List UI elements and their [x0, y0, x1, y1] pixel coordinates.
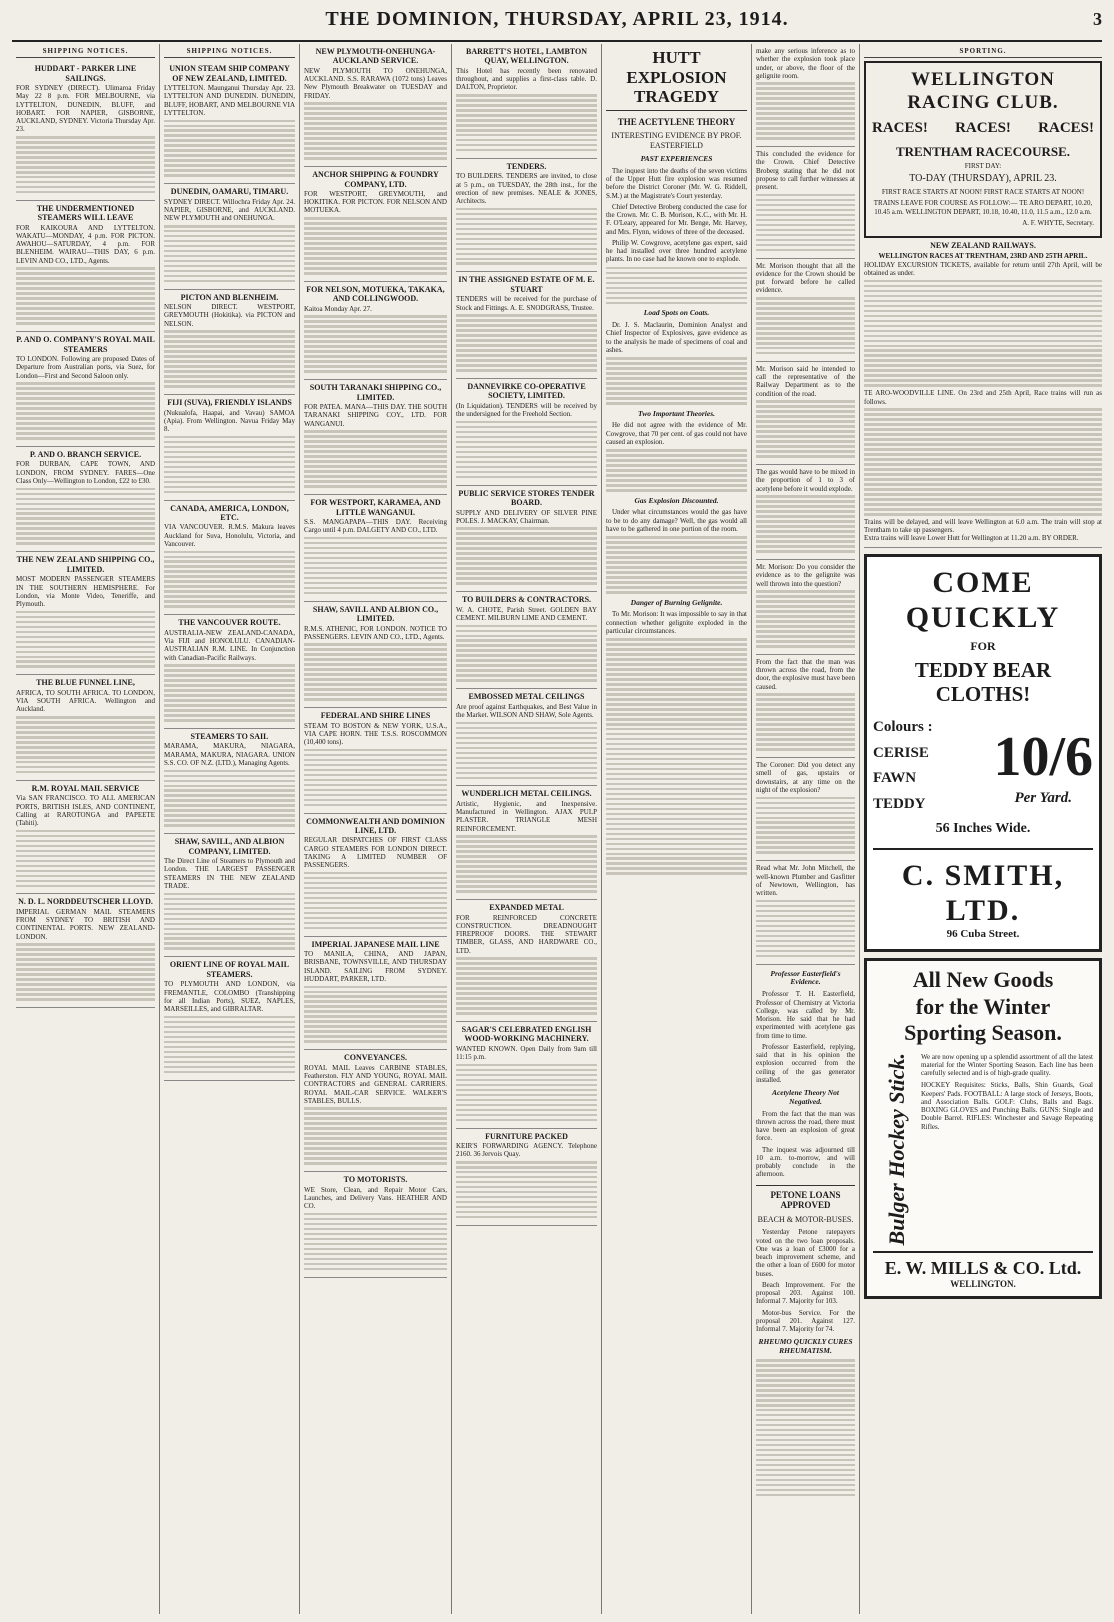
classified-ad: [304, 282, 447, 380]
ad-heading: EXPANDED METAL: [489, 903, 564, 913]
ad-heading: SOUTH TARANAKI SHIPPING CO., LIMITED.: [309, 383, 442, 402]
ad-body-text: [756, 1359, 855, 1496]
bear-ad-address: 96 Cuba Street.: [946, 928, 1020, 941]
classified-ad: [16, 61, 155, 201]
sport-ad-body: [873, 1053, 1093, 1245]
ad-heading: FEDERAL AND SHIRE LINES: [320, 711, 431, 721]
ad-fine-print: [164, 436, 295, 493]
classified-ad: [756, 861, 855, 964]
classified-ad: [164, 834, 295, 957]
ad-text: R.M.S. ATHENIC, FOR LONDON. NOTICE TO PASSENGERS. LEVIN AND CO., LTD., Agents.: [304, 624, 447, 641]
classified-ad: [456, 689, 597, 786]
article-paragraph: Under what circumstances would the gas have to be to do any damage? Well, the gas would all have to be gathered in one portion of the room.: [606, 508, 747, 533]
classified-ad: [164, 615, 295, 729]
classified-ad: [164, 501, 295, 616]
ad-heading: WUNDERLICH METAL CEILINGS.: [461, 789, 592, 799]
railways-body: [864, 280, 1102, 387]
bear-ad-row: [873, 715, 1093, 817]
ad-text: TO BUILDERS. TENDERS are invited, to close at 5 p.m., on TUESDAY, the 28th inst., for the erection of new premises. NEALE & JONES, Architects.: [456, 172, 597, 206]
ad-heading: THE UNDERMENTIONED STEAMERS WILL LEAVE: [36, 203, 135, 223]
classified-ad: [456, 486, 597, 593]
ad-text: FOR REINFORCED CONCRETE CONSTRUCTION. DREADNOUGHT FIREPROOF DOORS. THE STEWART TIMBER, GLASS, AND HARDWARE CO., LTD.: [456, 913, 597, 955]
ad-fine-print: [164, 770, 295, 827]
classified-ad: [16, 332, 155, 447]
classified-ad: [456, 1129, 597, 1226]
bear-ad-firm: C. SMITH, LTD.: [873, 848, 1093, 929]
classified-ad: [456, 1022, 597, 1129]
bear-ad-price: 10/6: [993, 726, 1093, 789]
classified-ad: [16, 201, 155, 332]
sport-ad-intro: We are now opening up a splendid assortment of all the latest material for the Winter Sporting Season. Each line has been carefully selected and is of high-grade quality.: [921, 1052, 1093, 1078]
race-day-label: FIRST DAY:: [964, 162, 1002, 171]
races-word: RACES!: [1038, 120, 1094, 137]
masthead-title: THE DOMINION, THURSDAY, APRIL 23, 1914.: [325, 8, 789, 31]
classified-ad: [164, 61, 295, 184]
ad-text: AFRICA, TO SOUTH AFRICA. TO LONDON, VIA SOUTH AFRICA. Wellington and Auckland.: [16, 688, 155, 714]
article-title: HUTT EXPLOSION TRAGEDY: [606, 44, 747, 111]
ad-heading: NEW PLYMOUTH-ONEHUNGA-AUCKLAND SERVICE.: [315, 47, 436, 66]
ad-text: make any serious inference as to whether the explosion took place under, or above, the floor of the gelignite room.: [756, 47, 855, 80]
ad-heading: TENDERS.: [506, 161, 547, 171]
racecourse-name: TRENTHAM RACECOURSE.: [895, 143, 1071, 159]
ad-text: Mr. Morison said he intended to call the representative of the Railway Department as to the condition of the road.: [756, 364, 855, 398]
classified-ad: [164, 729, 295, 834]
ad-heading: TO BUILDERS & CONTRACTORS.: [461, 595, 592, 605]
article-subhead: Professor Easterfield's Evidence.: [770, 968, 841, 987]
railways-heading: NEW ZEALAND RAILWAYS.: [930, 241, 1036, 251]
ad-fine-print: [304, 315, 447, 372]
ad-heading: HUDDART - PARKER LINE SAILINGS.: [34, 64, 137, 83]
bear-ad-product: TEDDY BEAR CLOTHS!: [914, 657, 1052, 707]
ad-fine-print: [456, 625, 597, 682]
ad-text: Kaitoa Monday Apr. 27.: [304, 304, 372, 313]
classified-ad: [304, 708, 447, 813]
ad-fine-print: [164, 120, 295, 177]
classified-ad: [304, 1172, 447, 1277]
ad-text: From the fact that the man was thrown across the road, from the door, the explosive must have been caused.: [756, 657, 855, 691]
classified-ad: [756, 44, 855, 147]
ad-heading: SHAW, SAVILL AND ALBION CO., LIMITED.: [312, 604, 439, 624]
racing-title: WELLINGTON RACING CLUB.: [907, 69, 1059, 113]
ad-fine-print: [304, 749, 447, 806]
ad-text: Mr. Morison: Do you consider the evidence as to the gelignite was well thrown into the question?: [756, 563, 855, 588]
sport-ad-items: HOCKEY Requisites: Sticks, Balls, Shin Guards, Goal Keepers' Pads. FOOTBALL: A large stock of Jerseys, Boots, and Association Balls. GOLF: Clubs, Balls and Bags. BOXING GLOVES and Punching Balls. GUNS: Single and Double Barrel. RIFLES: Winchester and Savage Repeating Rifles.: [921, 1081, 1093, 1131]
railways-text: TE ARO-WOODVILLE LINE. On 23rd and 25th April, Race trains will run as follows.: [864, 389, 1102, 406]
ad-text: TO PLYMOUTH AND LONDON, via FREMANTLE, COLOMBO (Transhipping for all Indian Ports), SUEZ, NAPLES, MARSEILLES, and GIBRALTAR.: [164, 980, 295, 1014]
ad-text: (Nukualofa, Haapai, and Vavau) SAMOA (Apia). From Wellington. Navua Friday May 8.: [164, 408, 295, 434]
masthead: [12, 0, 1102, 42]
colour-option: CERISE: [873, 744, 929, 761]
ad-text: MOST MODERN PASSENGER STEAMERS IN THE SOUTHERN HEMISPHERE. For London, via Monte Video, Teneriffe, and Plymouth.: [16, 575, 155, 608]
race-secretary: A. F. WHYTE, Secretary.: [1022, 218, 1094, 227]
ad-heading: ORIENT LINE OF ROYAL MAIL STEAMERS.: [169, 960, 290, 979]
classified-ad: [456, 379, 597, 486]
ad-fine-print: [304, 430, 447, 487]
ad-heading: STEAMERS TO SAIL: [190, 731, 269, 741]
ad-text: SYDNEY DIRECT. Willochra Friday Apr. 24. NAPIER, GISBORNE, and AUCKLAND. NEW PLYMOUTH and ONEHUNGA.: [164, 197, 295, 223]
ad-fine-print: [756, 693, 855, 750]
ad-text: This concluded the evidence for the Crown. Chief Detective Broberg stating that he did not propose to call further witnesses at present.: [756, 150, 855, 192]
column-shipping-2: [160, 44, 300, 1614]
article-paragraph: The inquest was adjourned till 10 a.m. to-morrow, and will probably conclude in the afternoon.: [756, 1145, 855, 1179]
ad-fine-print: [164, 664, 295, 721]
classified-ad: [456, 592, 597, 689]
section-header: SPORTING.: [864, 44, 1102, 58]
ad-fine-print: [16, 267, 155, 324]
petone-vote-beach: Beach Improvement. For the proposal 203. Against 100. Informal 7. Majority for 103.: [756, 1280, 855, 1306]
ad-fine-print: [456, 208, 597, 265]
article-body-text: [606, 638, 747, 875]
article-subhead: Load Spots on Coats.: [643, 308, 710, 318]
ad-text: AUSTRALIA-NEW ZEALAND-CANADA, Via FIJI and HONOLULU. CANADIAN-AUSTRALIAN R.M. LINE. In Conjunction with Canadian-Pacific Railways.: [164, 628, 295, 662]
ad-fine-print: [304, 217, 447, 274]
ad-heading: COMMONWEALTH AND DOMINION LINE, LTD.: [306, 816, 445, 836]
sport-ad-text: [921, 1053, 1093, 1245]
classified-ad: [16, 894, 155, 1008]
article-subhead: Acetylene Theory Not Negatived.: [771, 1088, 840, 1106]
ad-fine-print: [304, 537, 447, 594]
ad-fine-print: [16, 382, 155, 439]
classified-ad: [756, 560, 855, 655]
article-paragraph: Philip W. Cowgrove, acetylene gas expert, said he had installed over three hundred acetylene plants. In no case had he known one to explode.: [606, 238, 747, 264]
classified-ad: [304, 44, 447, 167]
ad-fine-print: [756, 194, 855, 251]
classified-ad: [756, 758, 855, 861]
railways-text: HOLIDAY EXCURSION TICKETS, available for return until 27th April, will be obtained as under.: [864, 260, 1102, 278]
ad-heading: EMBOSSED METAL CEILINGS: [468, 692, 585, 702]
ad-fine-print: [304, 643, 447, 700]
classified-ad: [304, 814, 447, 937]
ad-heading: IMPERIAL JAPANESE MAIL LINE: [311, 939, 440, 949]
ad-text: WANTED KNOWN. Open Daily from 9am till 11:15 p.m.: [456, 1044, 597, 1062]
classified-ad: [164, 290, 295, 395]
classified-ad: [756, 259, 855, 362]
ad-fine-print: [756, 797, 855, 854]
ad-fine-print: [16, 611, 155, 668]
ad-fine-print: [304, 1213, 447, 1270]
ad-fine-print: [16, 943, 155, 1000]
ad-fine-print: [164, 551, 295, 608]
classified-ad: [456, 272, 597, 379]
article-subhead: Gas Explosion Discounted.: [634, 495, 719, 505]
ad-heading: UNION STEAM SHIP COMPANY OF NEW ZEALAND, LIMITED.: [169, 64, 290, 83]
ad-text: NEW PLYMOUTH TO ONEHUNGA, AUCKLAND. S.S. RARAWA (1072 tons) Leaves New Plymouth Breakwater on TUESDAY and FRIDAY.: [304, 66, 447, 100]
article-deck: INTERESTING EVIDENCE BY PROF. EASTERFIELD: [611, 131, 742, 150]
ad-text: NELSON DIRECT. WESTPORT, GREYMOUTH (Hokitika). via PICTON and NELSON.: [164, 303, 295, 328]
ad-text: The Coroner: Did you detect any smell of gas, upstairs or downstairs, at any time on the night of the explosion?: [756, 761, 855, 794]
ad-heading: FURNITURE PACKED: [485, 1131, 568, 1141]
ad-text: ROYAL MAIL Leaves CARBINE STABLES, Featherston. FLY AND YOUNG, ROYAL MAIL CONTRACTORS and GENERAL CARRIERS. ROYAL MAIL-CAR SERVICE. WALKER'S STABLES, BULLS.: [304, 1063, 447, 1105]
column-article-continued: [752, 44, 860, 1614]
ad-fine-print: [456, 957, 597, 1014]
ad-text: KEIR'S FORWARDING AGENCY. Telephone 2160. 36 Jervois Quay.: [456, 1142, 597, 1159]
ad-heading: P. AND O. COMPANY'S ROYAL MAIL STEAMERS: [16, 335, 155, 354]
ad-heading: BARRETT'S HOTEL, LAMBTON QUAY, WELLINGTON.: [466, 47, 587, 66]
ad-text: MARAMA, MAKURA, NIAGARA, MARAMA, MAKURA, NIAGARA. UNION S.S. CO. OF N.Z. (LTD.), Managing Agents.: [164, 742, 295, 767]
classified-ad: [756, 465, 855, 560]
article-body-text: [606, 536, 747, 593]
ads-list: [16, 61, 155, 1008]
ad-heading: P. AND O. BRANCH SERVICE.: [29, 449, 142, 459]
ad-fine-print: [304, 986, 447, 1043]
race-start: FIRST RACE STARTS AT NOON! FIRST RACE STARTS AT NOON!: [881, 188, 1085, 197]
ad-text: SUPPLY AND DELIVERY OF SILVER PINE POLES. J. MACKAY, Chairman.: [456, 508, 597, 525]
ad-text: The Direct Line of Steamers to Plymouth and London. THE LARGEST PASSENGER STEAMERS IN THE NEW ZEALAND TRADE.: [164, 857, 295, 890]
classified-ad: [456, 900, 597, 1022]
column-sporting: [860, 44, 1106, 1614]
bear-ad-per: Per Yard.: [1014, 790, 1072, 807]
ad-heading: TO MOTORISTS.: [343, 1175, 408, 1185]
columns: [12, 44, 1102, 1614]
ad-heading: PICTON AND BLENHEIM.: [180, 292, 279, 302]
ad-heading: PUBLIC SERVICE STORES TENDER BOARD.: [458, 488, 595, 508]
classified-ad: [304, 602, 447, 709]
ad-fine-print: [456, 94, 597, 151]
article-paragraph: To Mr. Morison: It was impossible to say in that connection whether gelignite exploded in the particular circumstances.: [606, 610, 747, 635]
ad-text: Are proof against Earthquakes, and Best Value in the Market. WILSON AND SHAW, Sole Agents.: [456, 702, 597, 720]
ad-heading: FIJI (SUVA), FRIENDLY ISLANDS: [167, 398, 292, 408]
classified-ad: [164, 184, 295, 289]
article-subtitle: THE ACETYLENE THEORY: [617, 116, 736, 127]
ad-text: TO MANILA, CHINA, AND JAPAN, BRISBANE, TOWNSVILLE, AND THURSDAY ISLAND. SAILING FROM SYDNEY. HUDDART, PARKER, LTD.: [304, 950, 447, 983]
classified-ad: [756, 362, 855, 465]
classified-ad: [456, 786, 597, 900]
ad-fine-print: [16, 488, 155, 545]
ad-text: FOR SYDNEY (DIRECT). Ulimaroa Friday May 22 8 p.m. FOR MELBOURNE, via LYTTELTON, DUNEDIN, BLUFF, and HOBART. FOR NAPIER, GISBORNE, AUCKLAND, SYDNEY. Victoria Thursday Apr. 23.: [16, 84, 155, 134]
bear-ad-colours: [873, 715, 933, 817]
ads-list: [756, 44, 855, 965]
article-subhead: Danger of Burning Gelignite.: [630, 597, 723, 607]
classified-ad: [164, 957, 295, 1080]
ad-text: FOR WESTPORT, GREYMOUTH, and HOKITIKA. FOR PICTON. FOR NELSON AND MOTUEKA.: [304, 189, 447, 215]
railways-text: Extra trains will leave Lower Hutt for Wellington at 11.20 a.m. BY ORDER.: [864, 534, 1079, 543]
ads-list: [164, 61, 295, 1080]
ad-fine-print: [456, 1161, 597, 1218]
racing-club-ad: [864, 61, 1102, 238]
ad-fine-print: [304, 872, 447, 929]
article-paragraph: The inquest into the deaths of the seven victims of the Upper Hutt fire explosion was resumed before the District Coroner (Mr. W. G. Riddell, S.M.) at the Magistrate's Court yesterday.: [606, 166, 747, 200]
ad-text: FOR KAIKOURA AND LYTTELTON. WAKATU—MONDAY, 4 p.m. FOR PICTON. AWAHOU—SATURDAY, 4 p.m. FOR BLENHEIM. WAIRAU—THIS DAY, 6 p.m. LEVIN AND CO., LTD., Agents.: [16, 223, 155, 265]
ad-heading: CONVEYANCES.: [343, 1053, 408, 1063]
petone-headline: PETONE LOANS APPROVED: [756, 1185, 855, 1211]
ad-fine-print: [756, 495, 855, 552]
ad-heading: DUNEDIN, OAMARU, TIMARU.: [170, 187, 289, 197]
ad-text: REGULAR DISPATCHES OF FIRST CLASS CARGO STEAMERS FOR LONDON DIRECT. TAKING A LIMITED NUMBER OF PASSENGERS.: [304, 836, 447, 870]
ad-text: IMPERIAL GERMAN MAIL STEAMERS FROM SYDNEY TO BRITISH AND CONTINENTAL PORTS. NEW ZEALAND-LONDON.: [16, 907, 155, 941]
race-date: TO-DAY (THURSDAY), APRIL 23.: [909, 173, 1057, 185]
stick-label: Bulger Hockey Stick.: [884, 1052, 910, 1246]
ad-heading: THE NEW ZEALAND SHIPPING CO., LIMITED.: [16, 555, 155, 574]
ad-fine-print: [16, 716, 155, 773]
ad-fine-print: [756, 297, 855, 354]
rheumo-ad: RHEUMO QUICKLY CURES RHEUMATISM.: [758, 1337, 853, 1356]
ad-text: Via SAN FRANCISCO. TO ALL AMERICAN PORTS, BRITISH ISLES, AND CONTINENT, Calling at RAROTONGA and PAPEETE (Tahiti).: [16, 794, 155, 828]
article-paragraph: Professor T. H. Easterfield, Professor of Chemistry at Victoria College, was called by Mr. Morison. He said that he had experimented with acetylene gas from time to time.: [756, 990, 855, 1040]
ad-text: W. A. CHOTE, Parish Street. GOLDEN BAY CEMENT. MILBURN LIME AND CEMENT.: [456, 605, 597, 622]
bear-ad-price-block: [993, 724, 1093, 808]
ad-text: This Hotel has recently been renovated throughout, and supplies a first-class table. D. DALTON, Proprietor.: [456, 66, 597, 92]
ad-heading: THE VANCOUVER ROUTE.: [178, 618, 281, 628]
classified-ad: [164, 395, 295, 500]
bear-ad-width: 56 Inches Wide.: [935, 821, 1031, 837]
page-number: 3: [1092, 9, 1102, 30]
ad-fine-print: [456, 421, 597, 478]
column-article: [602, 44, 752, 1614]
colour-option: TEDDY: [873, 795, 926, 812]
colour-option: FAWN: [873, 770, 917, 787]
column-tenders: [452, 44, 602, 1614]
railways-notice: [864, 238, 1102, 548]
sporting-goods-ad: [864, 958, 1102, 1299]
ad-text: TENDERS will be received for the purchase of Stock and Fittings. A. E. SNODGRASS, Trustee.: [456, 295, 597, 312]
ad-fine-print: [756, 590, 855, 647]
ad-text: FOR PATEA. MANA—THIS DAY. THE SOUTH TARANAKI SHIPPING COY., LTD. FOR WANGANUI.: [304, 403, 447, 428]
classified-ad: [304, 495, 447, 602]
ad-text: FOR DURBAN, CAPE TOWN, AND LONDON, FROM SYDNEY. FARES—One Class Only—Wellington to London, £22 to £30.: [16, 460, 155, 485]
ad-heading: SAGAR'S CELEBRATED ENGLISH WOOD-WORKING MACHINERY.: [461, 1025, 592, 1044]
ad-fine-print: [756, 82, 855, 139]
section-header: SHIPPING NOTICES.: [164, 44, 295, 58]
bear-ad-headline: COME QUICKLY: [905, 565, 1061, 635]
article-paragraph: From the fact that the man was thrown across the road, there must have been an explosion of great force.: [756, 1109, 855, 1143]
ad-heading: THE BLUE FUNNEL LINE,: [36, 678, 135, 688]
ad-text: VIA VANCOUVER. R.M.S. Makura leaves Auckland for Suva, Honolulu, Victoria, and Vancouver.: [164, 523, 295, 548]
classified-ad: [756, 655, 855, 758]
petone-subhead: BEACH & MOTOR-BUSES.: [757, 1214, 854, 1224]
sport-ad-headline: All New Goods: [912, 967, 1054, 993]
ad-fine-print: [756, 900, 855, 957]
ad-text: STEAM TO BOSTON & NEW YORK, U.S.A., VIA CAPE HORN. THE T.S.S. ROSCOMMON (10,400 tons).: [304, 721, 447, 747]
railways-subheading: WELLINGTON RACES AT TRENTHAM, 23RD AND 25TH APRIL.: [878, 251, 1088, 260]
ad-heading: DANNEVIRKE CO-OPERATIVE SOCIETY, LIMITED.: [467, 382, 586, 401]
ad-fine-print: [164, 1016, 295, 1073]
railways-body: [864, 408, 1102, 515]
classified-ad: [456, 159, 597, 273]
column-shipping-3: [300, 44, 452, 1614]
races-word: RACES!: [955, 120, 1011, 137]
article-subhead: PAST EXPERIENCES: [640, 154, 713, 164]
ad-fine-print: [456, 314, 597, 371]
classified-ad: [16, 675, 155, 780]
article-body-text: [606, 267, 747, 304]
ad-text: TO LONDON. Following are proposed Dates of Departure from Australian ports, via Suez, for London—First and Second Saloon only.: [16, 355, 155, 380]
ad-text: LYTTELTON. Maunganui Thursday Apr. 23. LYTTELTON AND DUNEDIN. DUNEDIN, BLUFF, HOBART, AND MELBOURNE VIA LYTTELTON.: [164, 84, 295, 117]
petone-vote-bus: Motor-bus Service. For the proposal 201. Against 127. Informal 7. Majority for 74.: [756, 1308, 855, 1334]
classified-ad: [756, 147, 855, 258]
ad-fine-print: [304, 102, 447, 159]
classified-ad: [456, 44, 597, 159]
classified-ad: [304, 167, 447, 282]
ad-text: Read what Mr. John Mitchell, the well-known Plumber and Gasfitter of Newtown, Wellington, has written.: [756, 864, 855, 898]
sport-ad-firm: E. W. MILLS & CO. Ltd.: [873, 1251, 1093, 1279]
ad-fine-print: [456, 835, 597, 892]
colours-label: Colours :: [873, 719, 933, 736]
ad-text: The gas would have to be mixed in the proportion of 1 to 3 of acetylene before it would explode.: [756, 468, 855, 493]
article-paragraph: Professor Easterfield, replying, said that in his opinion the explosion occurred from the ceiling of the gas generator installed.: [756, 1042, 855, 1084]
ad-heading: R.M. ROYAL MAIL SERVICE: [31, 783, 140, 793]
ad-text: Mr. Morison thought that all the evidence for the Crown should be put forward before he called evidence.: [756, 261, 855, 295]
bear-ad-for: FOR: [970, 639, 996, 654]
ad-fine-print: [756, 400, 855, 457]
article-paragraph: Chief Detective Broberg conducted the case for the Crown. Mr. C. B. Morison, K.C., with Mr. H. F. O'Leary, appeared for Mr. Benge, Mr. Harvey, and Mrs. Flynn, widows of three of the deceased.: [606, 202, 747, 236]
sport-ad-headline: for the Winter: [915, 993, 1051, 1019]
ad-fine-print: [16, 136, 155, 193]
classified-ad: [304, 1050, 447, 1172]
article-paragraph: He did not agree with the evidence of Mr. Cowgrove, that 70 per cent. of gas could not have caused an explosion.: [606, 421, 747, 446]
ad-heading: FOR WESTPORT, KARAMEA, AND LITTLE WANGANUI.: [310, 498, 441, 517]
sport-ad-headline: Sporting Season.: [904, 1020, 1062, 1046]
ad-text: S.S. MANGAPAPA—THIS DAY. Receiving Cargo until 4 p.m. DALGETY AND CO., LTD.: [304, 517, 447, 535]
classified-ad: [16, 552, 155, 675]
column-shipping-1: [12, 44, 160, 1614]
ad-fine-print: [304, 1107, 447, 1164]
classified-ad: [16, 781, 155, 895]
ads-list: [456, 44, 597, 1226]
ad-heading: ANCHOR SHIPPING & FOUNDRY COMPANY, LTD.: [312, 170, 439, 189]
ad-heading: FOR NELSON, MOTUEKA, TAKAKA, AND COLLINGWOOD.: [306, 284, 445, 304]
ad-fine-print: [456, 722, 597, 779]
ad-fine-print: [164, 893, 295, 950]
article-body-text: [606, 449, 747, 491]
railways-text: Trains will be delayed, and will leave Wellington at 6.0 a.m. The train will stop at Trentham to take up passengers.: [864, 517, 1102, 535]
ad-text: (In Liquidation). TENDERS will be received by the undersigned for the Freehold Section.: [456, 401, 597, 419]
ad-fine-print: [164, 225, 295, 282]
classified-ad: [304, 380, 447, 495]
races-row: [872, 120, 1094, 138]
ad-fine-print: [456, 527, 597, 584]
ads-list: [304, 44, 447, 1278]
teddy-bear-cloth-ad: [864, 554, 1102, 953]
ad-text: WE Store, Clean, and Repair Motor Cars, Launches, and Delivery Vans. HEATHER AND CO.: [304, 1185, 447, 1211]
sport-ad-town: WELLINGTON.: [950, 1279, 1016, 1290]
ad-fine-print: [456, 1064, 597, 1121]
petone-paragraph: Yesterday Petone ratepayers voted on the two loan proposals. One was a loan of £3000 for a beach improvement scheme, and the other a loan of £600 for motor buses.: [756, 1228, 855, 1278]
ad-fine-print: [164, 330, 295, 387]
article-subhead: Two Important Theories.: [637, 408, 716, 418]
race-trains: TRAINS LEAVE FOR COURSE AS FOLLOW:— TE ARO DEPART, 10.20, 10.45 a.m. WELLINGTON DEPART, 10.18, 10.40, 11.0, 11.5 a.m., 12.0 a.m.: [873, 199, 1093, 216]
section-header: SHIPPING NOTICES.: [16, 44, 155, 58]
ad-heading: N. D. L. NORDDEUTSCHER LLOYD.: [18, 897, 153, 907]
article-body-text: [606, 357, 747, 404]
classified-ad: [16, 447, 155, 552]
ad-heading: IN THE ASSIGNED ESTATE OF M. E. STUART: [458, 275, 595, 294]
article-paragraph: Dr. J. S. Maclaurin, Dominion Analyst and Chief Inspector of Explosives, gave evidence as to the analysis he made of specimens of coal and ashes.: [606, 321, 747, 354]
ad-text: Artistic, Hygienic, and Inexpensive. Manufactured in Wellington. AJAX PULP PLASTER. TRIANGLE MESH REINFORCEMENT.: [456, 799, 597, 833]
ad-heading: CANADA, AMERICA, LONDON, ETC.: [170, 503, 289, 522]
ad-fine-print: [16, 830, 155, 887]
races-word: RACES!: [872, 120, 928, 137]
ad-heading: SHAW, SAVILL, AND ALBION COMPANY, LIMITED.: [174, 837, 285, 856]
hockey-stick-icon: [873, 1053, 921, 1245]
classified-ad: [304, 937, 447, 1051]
